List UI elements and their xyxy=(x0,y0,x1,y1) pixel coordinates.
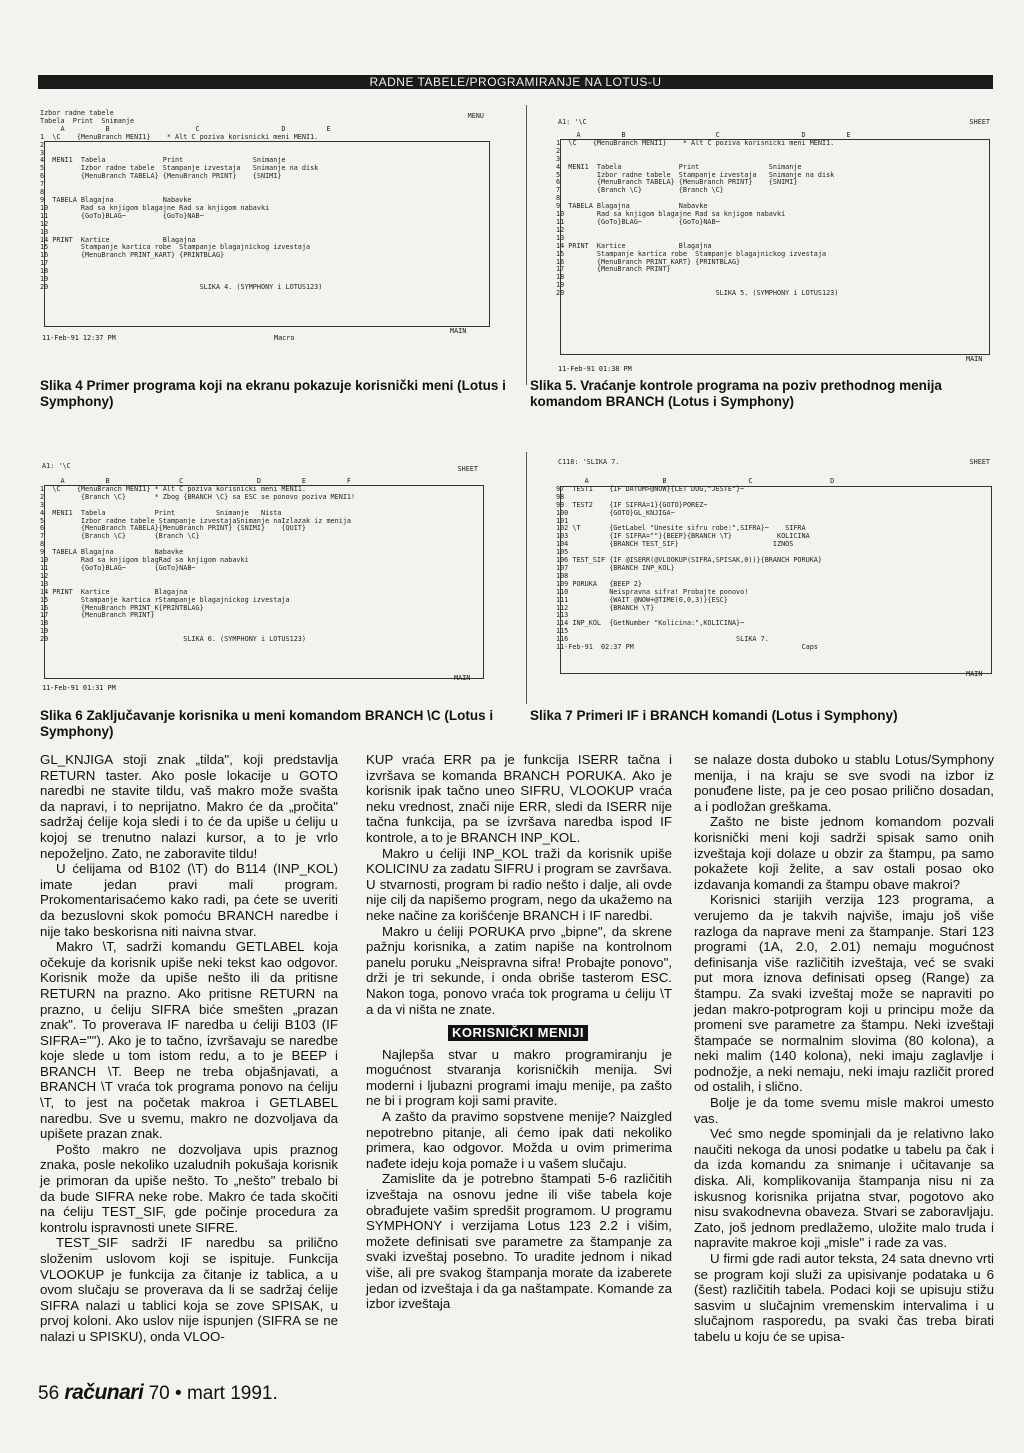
screen-status-datetime: 11-Feb-91 01:31 PM xyxy=(42,684,116,692)
screen-line: 105 xyxy=(556,548,569,557)
paragraph: GL_KNJIGA stoji znak „tilda", koji predstavlja RETURN taster. Ako posle lokacije u GOTO naredbi ne stavite tildu, vaš makro može svašta da napravi, i to neprijatno. Makro će da „pročita" sadržaj ćelije koja sledi i to će da upiše u ćeliju u kojoj se trenutno nalazi kursor, a to je vrlo nepoželjno. Zato, ne zaboravite tildu! xyxy=(40,752,338,861)
screen-line: 13 xyxy=(556,233,565,242)
screen-line: 10 Rad sa knjigom blagajne Rad sa knjigom nabavki xyxy=(556,210,786,219)
screen-line: Tabela Print Snimanje xyxy=(40,116,135,125)
screen-line: 17 {MenuBranch PRINT} xyxy=(556,265,671,274)
header-bar xyxy=(38,75,993,89)
screen-line: 5 Izbor radne tabele Stampanje izvestaja Snimanje na disk xyxy=(556,170,835,179)
screen-line: 13 xyxy=(40,579,49,588)
screenshot-slika-6 xyxy=(40,460,490,700)
screen-line: 19 xyxy=(556,281,565,290)
screen-line: 4 MENI1 Tabela Print Snimanje Nista xyxy=(40,508,282,517)
screen-line: 1 \C {MenuBranch MENI1} * Alt C poziva korisnicki meni MENI1. xyxy=(40,484,306,493)
screen-line: 97 TEST1 {IF DATUM>@NOW}{LET DUG,"JESTE"}~ xyxy=(556,484,745,493)
screen-line: 8 xyxy=(40,540,45,549)
screen-mode-indicator: SHEET xyxy=(969,458,990,466)
screen-line: 7 xyxy=(40,180,45,189)
screen-line: 113 xyxy=(556,611,569,620)
paragraph: se nalaze dosta duboko u stablu Lotus/Symphony menija, i na kraju se sve svodi na izbor iz ponuđene liste, pa je ceo posao prilično dosadan, a i podložan greškama. xyxy=(694,752,994,814)
issue-number: 70 xyxy=(148,1383,170,1404)
screen-status-datetime: 11-Feb-91 01:38 PM xyxy=(558,365,632,373)
screen-line: A B C D xyxy=(556,477,835,485)
screen-line: 8 xyxy=(40,188,45,197)
paragraph: Makro u ćeliji INP_KOL traži da korisnik upiše KOLICINU za zadatu SIFRU i program se završava. U stvarnosti, program bi radio nešto i dalje, ali ovde nije cilj da napišemo program, nego da ukažemo na neke načine za korišćenje BRANCH i IF naredbi. xyxy=(366,845,672,923)
screen-cell-indicator: A1: '\C xyxy=(42,462,71,470)
screen-cell-indicator: C118: 'SLIKA 7. xyxy=(558,458,620,466)
screen-status-mode: Macro xyxy=(274,334,295,342)
screen-line: 18 xyxy=(556,273,565,282)
screen-line: 15 Stampanje kartica robe Stampanje blagajnickog izvestaja xyxy=(40,243,311,252)
screen-line: 10 Rad sa knjigom blagajne Rad sa knjigom nabavki xyxy=(40,203,270,212)
screen-line: 6 {MenuBranch TABELA} {MenuBranch PRINT} {SNIMI} xyxy=(40,172,282,181)
screen-line: 106 TEST_SIF {IF @ISERR(@VLOOKUP(SIFRA,SPISAK,0))}{BRANCH PORUKA} xyxy=(556,556,822,565)
paragraph: U firmi gde radi autor teksta, 24 sata dnevno vrti se program koji služi za upisivanje podataka u 6 (šest) različitih tabela. Podaci koji se upisuju stižu sasvim u slučajnim vremenskim intervalima i u slučajnom rasporedu, pa svaki čas treba birati tabelu u koju će se upisa- xyxy=(694,1251,994,1344)
screen-mode-indicator: SHEET xyxy=(969,118,990,126)
screen-line: 18 xyxy=(40,267,49,276)
paragraph: KUP vraća ERR pa je funkcija ISERR tačna i izvršava se komanda BRANCH PORUKA. Ako je korisnik ipak tačno uneo SIFRU, VLOOKUP vraća neku vrednost, znači nije ERR, sledi da ISERR nije tačna funkcija, pa se izvršava naredba ispod IF kontrole, a to je BRANCH INP_KOL. xyxy=(366,752,672,845)
screen-line: 102 \T {GetLabel "Unesite sifru robe:",SIFRA}~ SIFRA xyxy=(556,524,806,533)
page-footer xyxy=(38,1381,278,1405)
screen-line: 20 SLIKA 4. (SYMPHONY i LOTUS123) xyxy=(40,282,323,291)
screen-line: 103 {IF SIFRA=""}{BEEP}{BRANCH \T} KOLICINA xyxy=(556,532,810,541)
footer-bullet: • xyxy=(175,1383,182,1404)
screen-line: 11 {GoTo}BLAG~ {GoTo}NAB~ xyxy=(40,211,204,220)
screen-line: 2 {Branch \C} * Zbog {BRANCH \C} sa ESC se ponovo poziva MENI1! xyxy=(40,492,356,501)
screen-line: 12 xyxy=(40,219,49,228)
screen-line: 12 xyxy=(40,571,49,580)
screen-line: 7 {Branch \C} {Branch \C} xyxy=(40,532,200,541)
column-divider xyxy=(526,105,527,385)
page-number: 56 xyxy=(38,1383,60,1404)
paragraph: Korisnici starijih verzija 123 programa, a verujemo da je takvih najviše, imaju još više razloga da naprave meni za štampanje. Stari 123 programi (1A, 2.0, 2.01) nemaju mogućnost definisanja više različitih izveštaja, već se svaki put mora iznova definisati opseg (Range) za štampu. Za svaki izveštaj može se napraviti po jedan makro-potprogram koji u principu može da promeni sve parametre za štampu. Neki izveštaji štampaće se normalnim slovima (80 kolona), a neki malim (140 kolona), neki imaju zaglavlje i podnožje, a neki nemaju, neki imaju različit prored od ostalih, i slično. xyxy=(694,892,994,1095)
screen-line: 112 {BRANCH \T} xyxy=(556,603,655,612)
screen-line: 115 xyxy=(556,627,569,636)
screen-line: 11 {GoTo}BLAG~ {GoTo}NAB~ xyxy=(556,217,720,226)
running-header: RADNE TABELE/PROGRAMIRANJE NA LOTUS-U xyxy=(369,75,662,89)
screen-line: 100 {GOTO}GL_KNJIGA~ xyxy=(556,508,675,517)
screen-line: 20 SLIKA 6. (SYMPHONY i LOTUS123) xyxy=(40,635,306,644)
main-indicator: MAIN xyxy=(966,670,983,678)
screen-line: 20 SLIKA 5. (SYMPHONY i LOTUS123) xyxy=(556,289,839,298)
screen-line: 6 {MenuBranch TABELA} {MenuBranch PRINT} {SNIMI} xyxy=(556,178,798,187)
screen-line: 101 xyxy=(556,516,569,525)
screen-line: 3 xyxy=(40,148,45,157)
paragraph: TEST_SIF sadrži IF naredbu sa prilično složenim uslovom koji se ispituje. Funkcija VLOOKUP je funkcija za čitanje iz tablica, a u ovom slučaju se proverava da li se sadržaj ćelije SIFRA nalazi u tablici koja se zove SPISAK, u prvoj koloni. Ako uslov nije ispunjen (SIFRA se ne nalazi u SPISKU), onda VLOO- xyxy=(40,1235,338,1344)
screen-line: 107 {BRANCH INP_KOL} xyxy=(556,563,675,572)
paragraph: Makro \T, sadrži komandu GETLABEL koja očekuje da korisnik upiše neki tekst kao odgovor. Korisnik može da upiše nešto ili da pritisne RETURN na prazno. Ako pritisne RETURN na prazno, u ćeliju SIFRA biće smešten „prazan znak". To proverava IF naredba u ćeliji B103 (IF SIFRA=""). Ako je to tačno, izvršavaju se naredbe koje slede u tom istom redu, a to je BEEP i BRANCH \T. Beep ne treba objašnjavati, a BRANCH \T vraća tok programa ponovo na ćeliju \T, to jest na početak makroa i GETLABEL naredbu. Sve u svemu, makro ne dozvoljava da upišete prazan znak. xyxy=(40,939,338,1142)
screen-line: 3 xyxy=(40,500,45,509)
article-column-1 xyxy=(40,752,338,1345)
screenshot-slika-4 xyxy=(40,110,498,375)
paragraph: Bolje je da tome svemu misle makroi umesto vas. xyxy=(694,1095,994,1126)
screenshot-slika-7 xyxy=(556,456,1000,696)
screen-line: A B C D E xyxy=(556,131,851,139)
paragraph: Makro u ćeliji PORUKA prvo „bipne", da skrene pažnju korisnika, a zatim napiše na kontrolnom panelu poruku „Neispravna sifra! Probajte ponovo", drži je tri sekunde, i onda obriše tasterom ESC. Nakon toga, ponovo vraća tok programa u ćeliju \T a da vi ništa ne znate. xyxy=(366,923,672,1017)
screen-line: 110 Neispravna sifra! Probajte ponovo! xyxy=(556,587,749,596)
screen-frame xyxy=(560,139,990,355)
screen-line: 9 TABELA Blagajna Nabavke xyxy=(556,202,708,211)
issue-date: mart 1991. xyxy=(186,1383,278,1404)
screen-line: 19 xyxy=(40,627,49,636)
main-indicator: MAIN xyxy=(450,327,467,335)
screenshot-slika-5 xyxy=(556,116,998,376)
screen-line: Izbor radne tabele xyxy=(40,109,114,117)
screen-line: 17 xyxy=(40,259,49,268)
magazine-logo: računari xyxy=(64,1381,144,1404)
caption-slika-7: Slika 7 Primeri IF i BRANCH komandi (Lotus i Symphony) xyxy=(530,708,898,723)
screen-line: 9 TABELA Blagajna Nabavke xyxy=(40,548,184,557)
screen-line: 6 {MenuBranch TABELA}{MenuBranch PRINT} {SNIMI} {QUIT} xyxy=(40,524,306,533)
screen-line: 12 xyxy=(556,225,565,234)
screen-frame xyxy=(560,486,992,674)
screen-line: 104 {BRANCH TEST_SIF} IZNOS xyxy=(556,540,794,549)
screen-line: 2 xyxy=(556,146,561,155)
paragraph: U ćelijama od B102 (\T) do B114 (INP_KOL) imate jedan pravi mali program. Prokomentarisaćemo kako radi, pa ćete se uveriti da bezuslovni skok pomoću BRANCH naredbe i nije tako beskorisna niti naivna stvar. xyxy=(40,861,338,939)
screen-line: 15 Stampanje kartica rStampanje blagajnickog izvestaja xyxy=(40,595,290,604)
caption-slika-4: Slika 4 Primer programa koji na ekranu pokazuje korisnički meni (Lotus i Symphony) xyxy=(40,378,506,409)
screen-line: 17 {MenuBranch PRINT} xyxy=(40,611,155,620)
screen-line: 16 {MenuBranch PRINT_KART} {PRINTBLAG} xyxy=(556,257,741,266)
caption-slika-6: Slika 6 Zaključavanje korisnika u meni komandom BRANCH \C (Lotus i Symphony) xyxy=(40,708,494,739)
screen-line: 3 xyxy=(556,154,561,163)
main-indicator: MAIN xyxy=(454,674,471,682)
paragraph: Zašto ne biste jednom komandom pozvali korisnički meni koji sadrži spisak samo onih izveštaja koji dolaze u obzir za štampu, pa samo pokažete koji želite, a sav ostali posao oko izdavanja komandi za štampu obave makroi? xyxy=(694,814,994,892)
screen-line: 114 INP_KOL {GetNumber "Kolicina:",KOLICINA}~ xyxy=(556,619,745,628)
screen-frame xyxy=(44,485,484,679)
screen-cell-indicator: A1: '\C xyxy=(558,118,587,126)
paragraph: A zašto da pravimo sopstvene menije? Naizgled nepotrebno pitanje, ali ćemo ipak dati nekoliko primera, kao odgovor. Možda u ovim primerima nađete ideju koja pomaže i u vašem slučaju. xyxy=(366,1109,672,1171)
screen-line: 11-Feb-91 02:37 PM Caps xyxy=(556,643,818,652)
column-divider xyxy=(526,452,527,704)
screen-line: 19 xyxy=(40,275,49,284)
screen-line: 108 xyxy=(556,571,569,580)
screen-line: 1 \C {MenuBranch MENI1} * Alt C poziva korisnicki meni MENI1. xyxy=(40,132,319,141)
screen-line: 116 SLIKA 7. xyxy=(556,635,769,644)
main-indicator: MAIN xyxy=(966,355,983,363)
screen-line: 15 Stampanje kartica robe Stampanje blagajnickog izvestaja xyxy=(556,249,827,258)
screen-line: 7 {Branch \C} {Branch \C} xyxy=(556,186,724,195)
screen-line: 5 Izbor radne tabele Stampanje izvestajaSnimanje naIzlazak iz menija xyxy=(40,516,351,525)
screen-line: 9 TABELA Blagajna Nabavke xyxy=(40,195,192,204)
screen-line: 10 Rad sa knjigom blagRad sa knjigom nabavki xyxy=(40,556,249,565)
screen-line: 14 PRINT Kartice Blagajna xyxy=(556,241,712,250)
screen-line: 4 MENI1 Tabela Print Snimanje xyxy=(556,162,802,171)
screen-line: 11 {GoTo}BLAG~ {GoTo}NAB~ xyxy=(40,563,196,572)
screen-line: 16 {MenuBranch PRINT_KART} {PRINTBLAG} xyxy=(40,251,225,260)
screen-line: 13 xyxy=(40,227,49,236)
article-column-2 xyxy=(366,752,672,1312)
paragraph: Zamislite da je potrebno štampati 5-6 različitih izveštaja na osnovu jedne ili više tabela koje obrađujete vašim spredšit programom. U programu SYMPHONY i verzijama Lotus 123 2.2 i višim, možete definisati sve parametre za štampanje za svaki izveštaj posebno. To uradite jednom i nikad više, ali pre svakog štampanja morate da izaberete jedan od izveštaja i da ga naštampate. Komande za izbor izveštaja xyxy=(366,1171,672,1312)
screen-line: 8 xyxy=(556,194,561,203)
screen-line: A B C D E xyxy=(40,124,331,133)
screen-line: 14 PRINT Kartice Blagajna xyxy=(40,235,196,244)
screen-line: 1 \C {MenuBranch MENI1} * Alt C poziva korisnicki meni MENI1. xyxy=(556,138,835,147)
caption-slika-5: Slika 5. Vraćanje kontrole programa na poziv prethodnog menija komandom BRANCH (Lotus i Symphony) xyxy=(530,378,942,409)
paragraph: Najlepša stvar u makro programiranju je mogućnost stvaranja korisničkih menija. Svi moderni i ljubazni programi imaju menije, pa zašto ne bi i program koji sami pravite. xyxy=(366,1046,672,1109)
screen-line: 4 MENI1 Tabela Print Snimanje xyxy=(40,156,286,165)
screen-line: 5 Izbor radne tabele Stampanje izvestaja Snimanje na disk xyxy=(40,164,319,173)
screen-line: 16 {MenuBranch PRINT_K{PRINTBLAG} xyxy=(40,603,204,612)
screen-line: 99 TEST2 {IF SIFRA=1}{GOTO}POREZ~ xyxy=(556,500,708,509)
screen-mode-indicator: SHEET xyxy=(457,465,478,473)
screen-line: A B C D E F xyxy=(40,477,351,485)
screen-line: 14 PRINT Kartice Blagajna xyxy=(40,587,188,596)
paragraph: Pošto makro ne dozvoljava upis praznog znaka, posle nekoliko uzaludnih pokušaja korisnik je primoran da upiše nešto. To „nešto" trebalo bi da bude SIFRA neke robe. Makro će tada skočiti na ćeliju TEST_SIF, gde počinje procedura za kontrolu ispravnosti unete SIFRE. xyxy=(40,1141,338,1235)
screen-frame xyxy=(44,141,490,327)
screen-status-datetime: 11-Feb-91 12:37 PM xyxy=(42,334,116,342)
screen-line: 111 {WAIT @NOW+@TIME(0,0,3)}{ESC} xyxy=(556,595,728,604)
screen-line: 18 xyxy=(40,619,49,628)
screen-line: 2 xyxy=(40,140,45,149)
screen-line: 98 xyxy=(556,492,565,501)
screen-line: 109 PORUKA {BEEP 2} xyxy=(556,579,642,588)
paragraph: Već smo negde spominjali da je relativno lako naučiti nekoga da unosi podatke u tabelu pa čak i da izda komandu za snimanje i učitavanje sa diska. Ali, komplikovanija štampanja nisu ni za iskusnog korisnika prijatna stvar, pogotovo ako nisu svakodnevna obaveza. Stvari se zaboravljaju. Zato, još jednom predlažemo, uložite malo truda i napravite makroe koji „misle" i rade za vas. xyxy=(694,1126,994,1251)
screen-mode-indicator: MENU xyxy=(467,112,484,120)
section-heading: KORISNIČKI MENIJI xyxy=(448,1025,588,1041)
article-column-3 xyxy=(694,752,994,1345)
